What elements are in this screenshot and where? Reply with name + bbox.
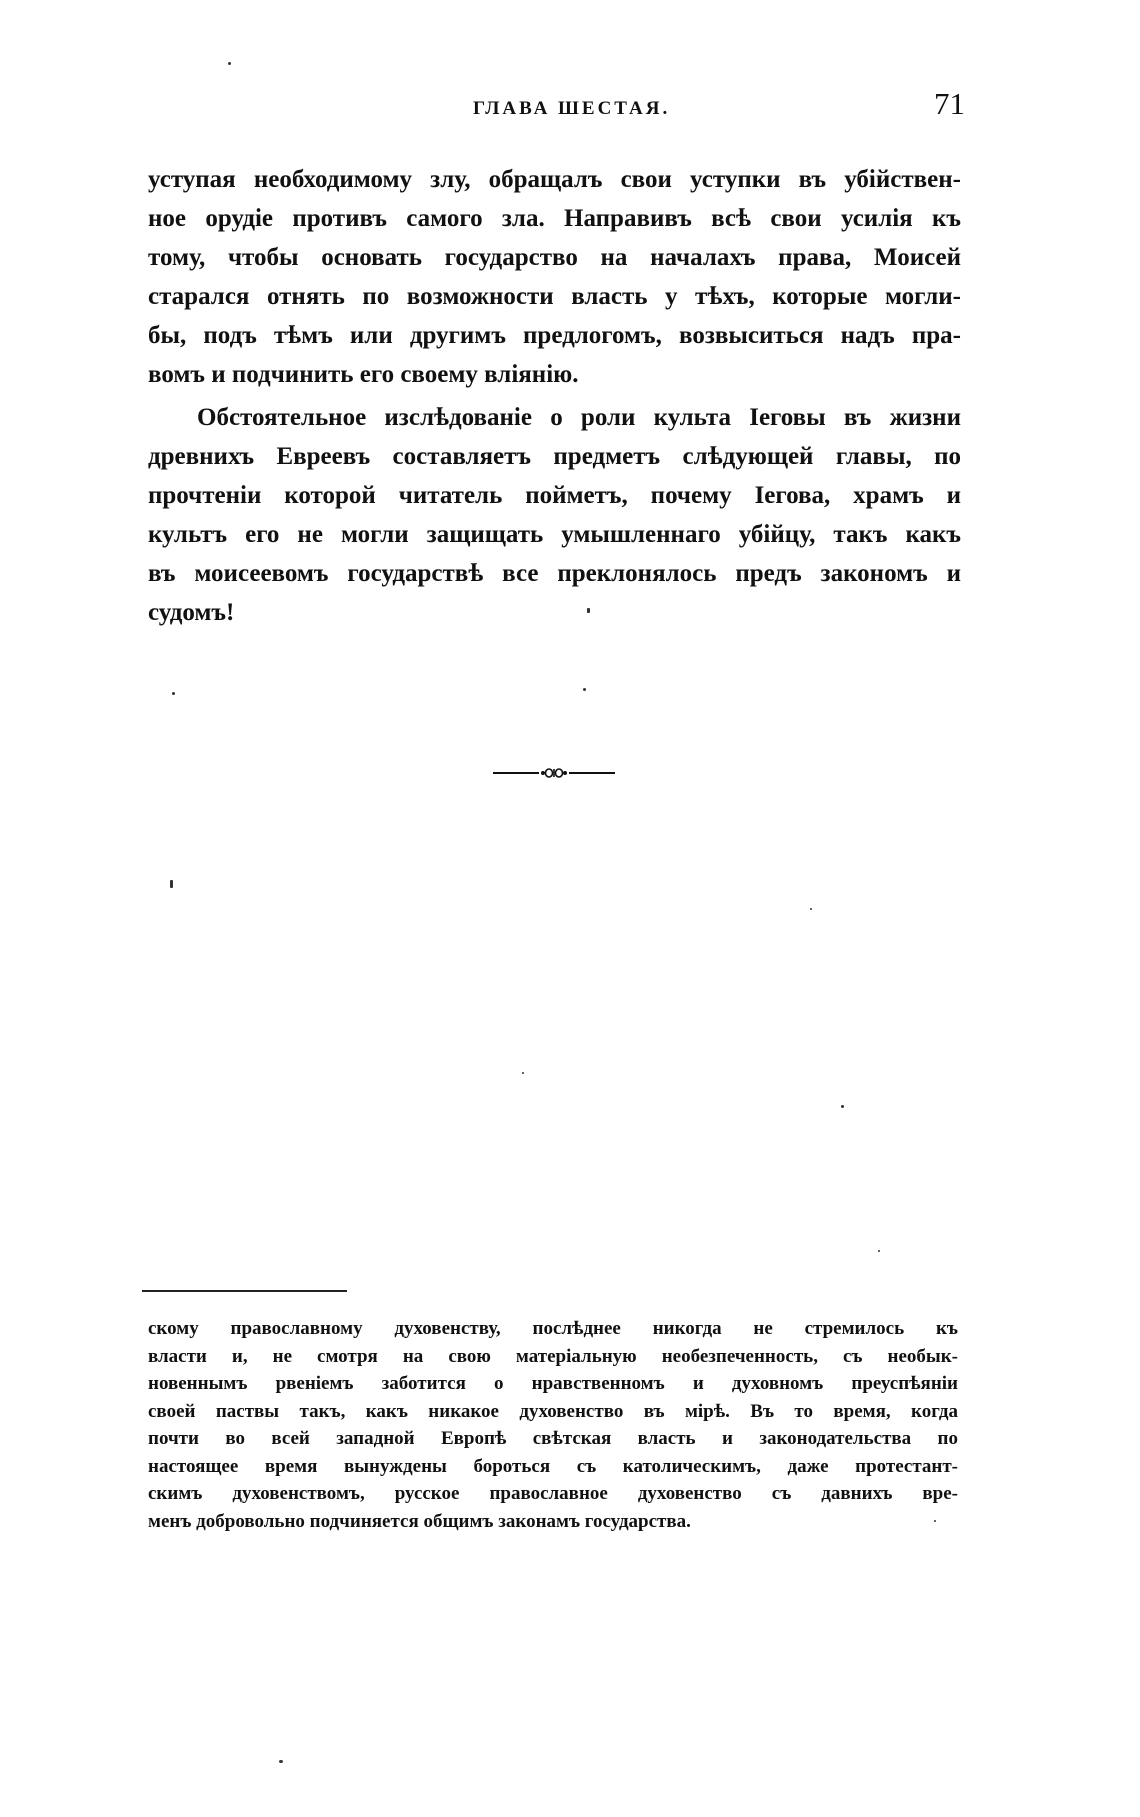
footnote-line: скимъ духовенствомъ, русское православное духовенство съ давнихъ вре-	[148, 1483, 958, 1504]
text-line: культъ его не могли защищать умышленнаго убійцу, такъ какъ	[148, 521, 961, 548]
footnote-separator	[142, 1290, 347, 1292]
text-line: прочтеніи которой читатель пойметъ, почему Іегова, храмъ и	[148, 482, 961, 509]
scan-speck	[878, 1250, 880, 1252]
scan-speck	[228, 62, 231, 65]
footnote-line: почти во всей западной Европѣ свѣтская власть и законодательства по	[148, 1428, 958, 1449]
footnote-line: власти и, не смотря на свою матеріальную необезпеченность, съ необык-	[148, 1345, 958, 1367]
footnote-text	[148, 1315, 958, 1535]
text-line: старался отнять по возможности власть у тѣхъ, которые могли-	[148, 283, 961, 310]
text-line: судомъ!	[148, 599, 235, 626]
scan-speck	[172, 692, 175, 695]
text-line: ное орудіе противъ самого зла. Направивъ всѣ свои усилія къ	[148, 205, 961, 232]
text-line: тому, чтобы основать государство на началахъ права, Моисей	[148, 244, 961, 271]
scan-speck	[810, 908, 812, 910]
text-line: Обстоятельное изслѣдованіе о роли культа Іеговы въ жизни	[197, 404, 961, 431]
footnote-line: скому православному духовенству, послѣднее никогда не стремилось къ	[148, 1318, 958, 1339]
scan-speck	[587, 608, 590, 613]
page-number: 71	[934, 86, 965, 121]
footnote-line: настоящее время вынуждены бороться съ католическимъ, даже протестант-	[148, 1455, 958, 1477]
scan-speck	[279, 1760, 283, 1763]
scan-speck	[841, 1105, 844, 1108]
text-line: древнихъ Евреевъ составляетъ предметъ слѣдующей главы, по	[148, 443, 961, 470]
section-divider-ornament	[493, 766, 615, 780]
text-line: уступая необходимому злу, обращалъ свои уступки въ убійствен-	[148, 166, 961, 193]
footnote-line: менъ добровольно подчиняется общимъ законамъ государства.	[148, 1510, 691, 1532]
text-line: бы, подъ тѣмъ или другимъ предлогомъ, возвыситься надъ пра-	[148, 322, 961, 349]
text-line: въ моисеевомъ государствѣ все преклонялось предъ закономъ и	[148, 560, 961, 587]
scan-speck	[583, 688, 586, 691]
chapter-title: ГЛАВА ШЕСТАЯ.	[473, 98, 671, 119]
text-line: вомъ и подчинить его своему вліянію.	[148, 361, 579, 388]
scan-speck	[170, 880, 173, 888]
footnote-line: своей паствы такъ, какъ никакое духовенство въ мірѣ. Въ то время, когда	[148, 1400, 958, 1422]
main-text	[148, 160, 961, 632]
scan-speck	[522, 1072, 524, 1074]
scan-speck	[934, 1520, 936, 1522]
footnote-line: новеннымъ рвеніемъ заботится о нравственномъ и духовномъ преуспѣяніи	[148, 1373, 958, 1394]
